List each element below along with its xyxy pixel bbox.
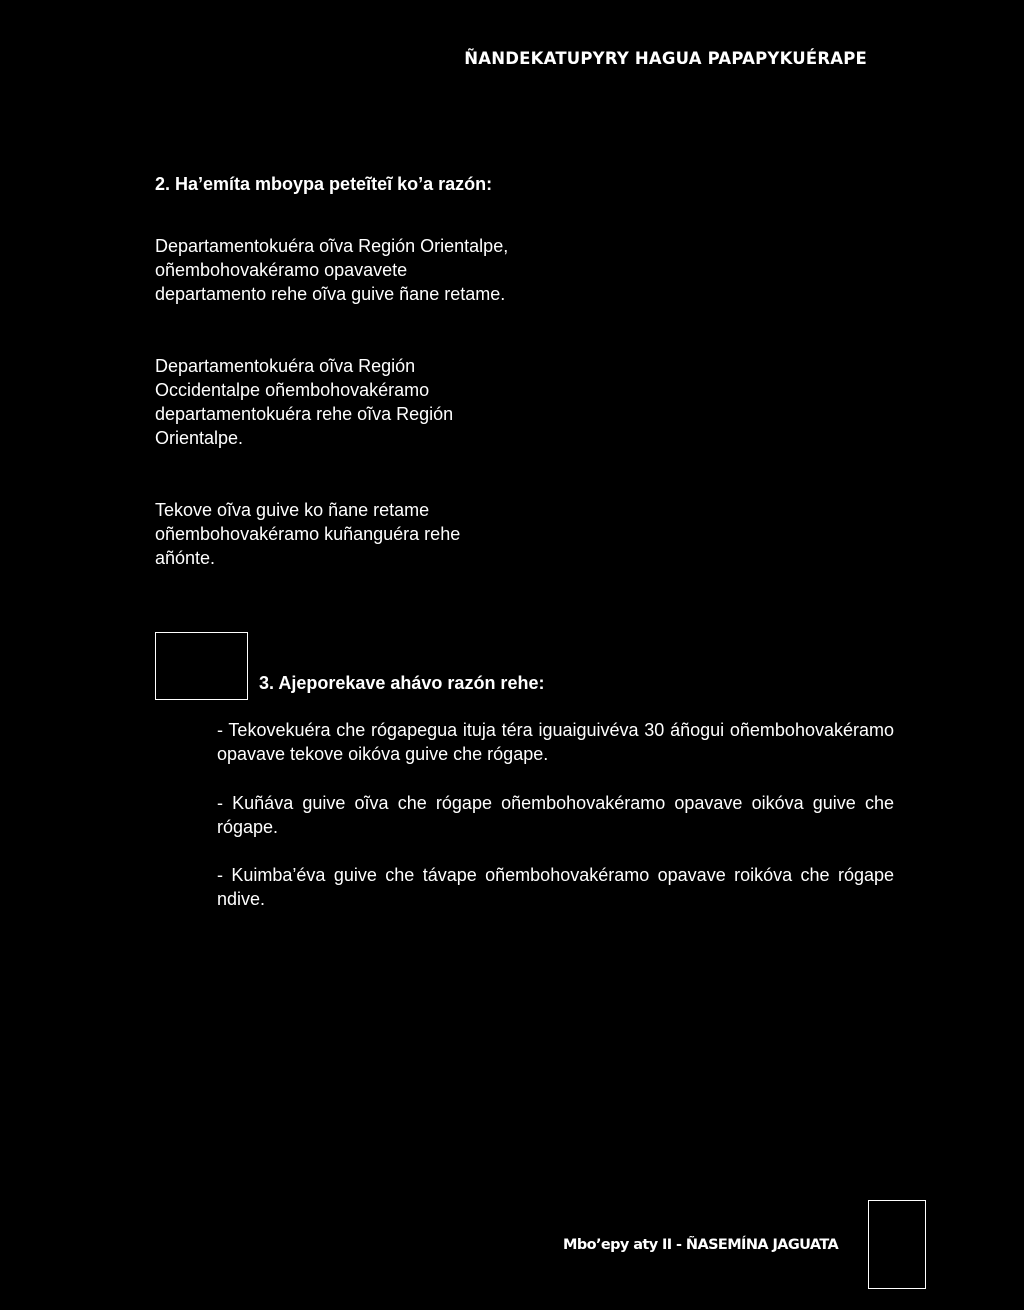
page-number-box [868,1200,926,1289]
section-3-reason-3: - Kuimba’éva guive che távape oñembohovakéramo opavave roikóva che rógape ndive. [217,865,894,909]
section-2-option-1: Departamentokuéra oĩva Región Orientalpe, oñembohovakéramo opavavete departamento rehe oĩva guive ñane retame. [155,236,509,304]
section-2-option-2: Departamentokuéra oĩva Región Occidentalpe oñembohovakéramo departamentokuéra rehe oĩva Región Orientalpe. [155,356,454,448]
section-3-reason-2: - Kuñáva guive oĩva che rógape oñembohovakéramo opavave oikóva guive che rógape. [217,793,894,837]
section-2-option-3: Tekove oĩva guive ko ñane retame oñembohovakéramo kuñanguéra rehe añónte. [155,500,461,568]
page-footer: Mbo’epy aty II - ÑASEMÍNA JAGUATA [563,1237,839,1253]
section-3-reason-1: - Tekovekuéra che rógapegua ituja téra iguaiguivéva 30 áñogui oñembohovakéramo opavave tekove oikóva guive che rógape. [217,720,894,764]
section-2-heading: 2. Ha’emíta mboypa peteĩteĩ ko’a razón: [155,174,493,194]
section-3-answer-box[interactable] [155,632,248,700]
section-3-heading: 3. Ajeporekave ahávo razón rehe: [259,673,545,693]
page-header-title: ÑANDEKATUPYRY HAGUA PAPAPYKUÉRAPE [464,49,867,68]
